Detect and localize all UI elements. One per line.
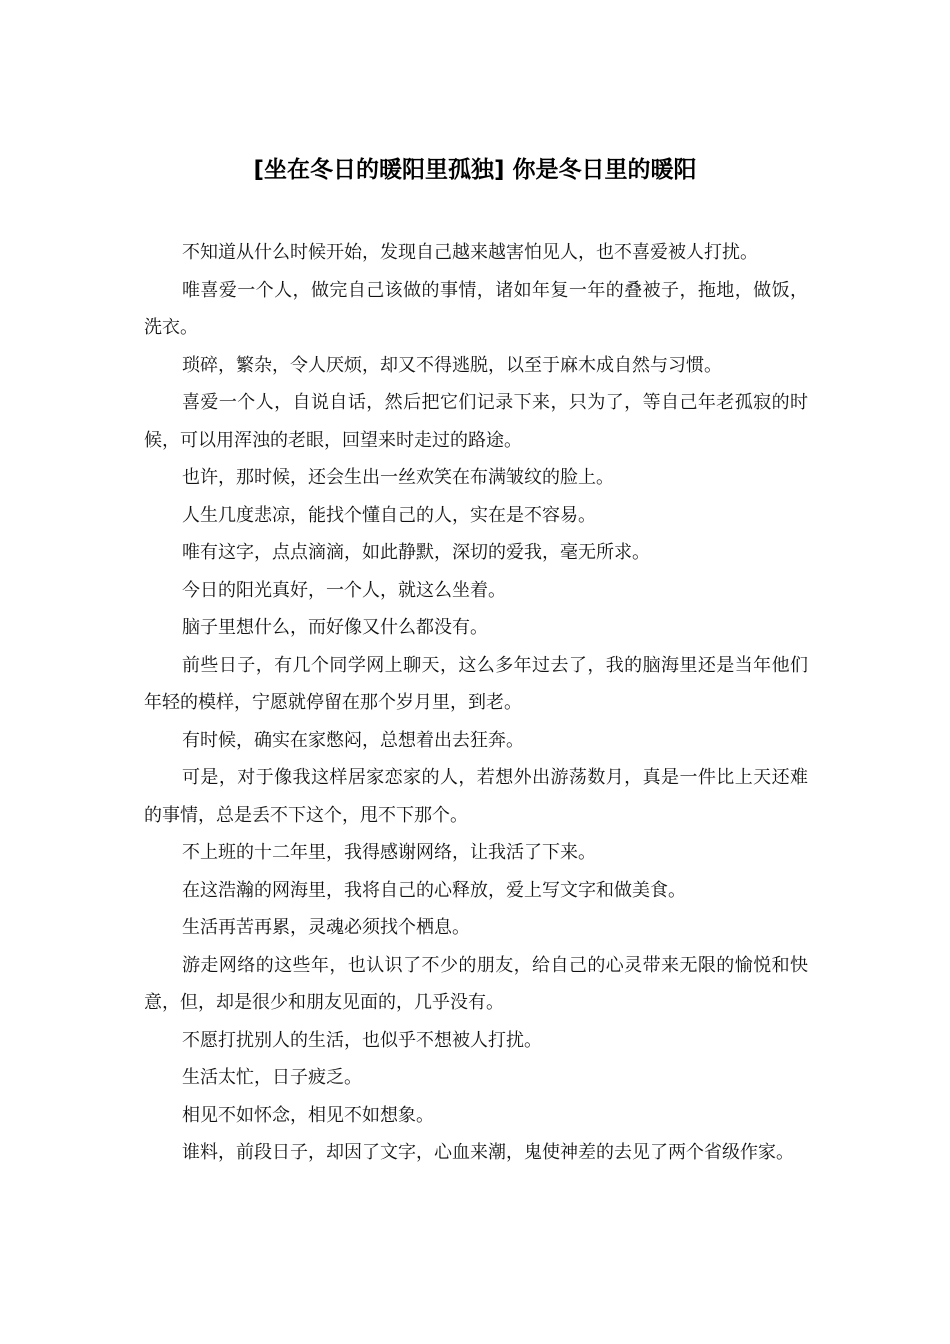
paragraph-17: 不愿打扰别人的生活，也似乎不想被人打扰。 (182, 1029, 542, 1051)
paragraph-8: 今日的阳光真好，一个人，就这么坐着。 (182, 579, 506, 601)
paragraph-7: 唯有这字，点点滴滴，如此静默，深切的爱我，毫无所求。 (182, 542, 650, 563)
paragraph-13: 不上班的十二年里，我得感谢网络，让我活了下来。 (182, 842, 596, 863)
paragraph-4: 喜爱一个人，自说自话，然后把它们记录下来，只为了，等自己年老孤寂的时候，可以用浑浊的老眼，回望来时走过的路途。 (144, 392, 808, 451)
paragraph-6: 人生几度悲凉，能找个懂自己的人，实在是不容易。 (182, 504, 596, 526)
paragraph-18: 生活太忙，日子疲乏。 (182, 1067, 362, 1088)
paragraph-5: 也许，那时候，还会生出一丝欢笑在布满皱纹的脸上。 (182, 467, 614, 488)
paragraph-3: 琐碎，繁杂，令人厌烦，却又不得逃脱，以至于麻木成自然与习惯。 (182, 354, 722, 376)
document-body (144, 234, 808, 1172)
document-title: [坐在冬日的暖阳里孤独] 你是冬日里的暖阳 (253, 157, 697, 183)
paragraph-19: 相见不如怀念，相见不如想象。 (182, 1104, 434, 1126)
paragraph-20: 谁料，前段日子，却因了文字，心血来潮，鬼使神差的去见了两个省级作家。 (182, 1142, 794, 1163)
paragraph-2: 唯喜爱一个人，做完自己该做的事情，诸如年复一年的叠被子，拖地，做饭，洗衣。 (144, 279, 808, 338)
paragraph-10: 前些日子，有几个同学网上聊天，这么多年过去了，我的脑海里还是当年他们年轻的模样，宁愿就停留在那个岁月里，到老。 (144, 654, 808, 713)
paragraph-12: 可是，对于像我这样居家恋家的人，若想外出游荡数月，真是一件比上天还难的事情，总是丢不下这个，甩不下那个。 (144, 767, 808, 826)
paragraph-16: 游走网络的这些年，也认识了不少的朋友，给自己的心灵带来无限的愉悦和快意，但，却是很少和朋友见面的，几乎没有。 (144, 954, 808, 1013)
paragraph-15: 生活再苦再累，灵魂必须找个栖息。 (182, 917, 470, 938)
paragraph-14: 在这浩瀚的网海里，我将自己的心释放，爱上写文字和做美食。 (182, 879, 686, 901)
paragraph-1: 不知道从什么时候开始，发现自己越来越害怕见人，也不喜爱被人打扰。 (182, 242, 758, 263)
paragraph-11: 有时候，确实在家憋闷，总想着出去狂奔。 (182, 729, 524, 751)
paragraph-9: 脑子里想什么，而好像又什么都没有。 (182, 617, 488, 638)
